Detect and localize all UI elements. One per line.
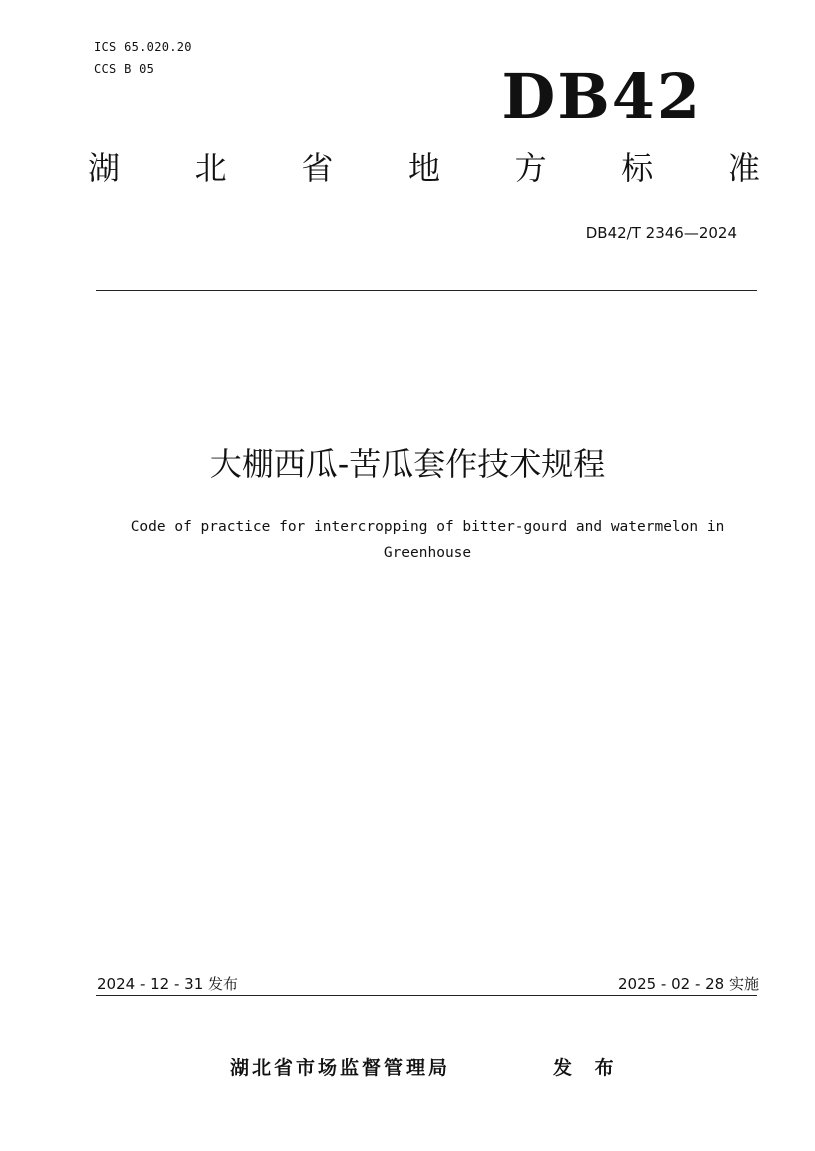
standard-type-char: 省: [301, 149, 334, 187]
standard-type-title: [88, 149, 760, 187]
standard-type-char: 北: [194, 149, 227, 187]
standard-type-char: 方: [514, 149, 547, 187]
top-divider: [96, 290, 757, 291]
standard-type-char: 地: [407, 149, 440, 187]
standard-type-char: 湖: [88, 149, 121, 187]
implementation-date: 2025 - 02 - 28 实施: [617, 975, 759, 993]
chinese-title: 大棚西瓜-苦瓜套作技术规程: [209, 445, 606, 483]
english-title: Code of practice for intercropping of bitter-gourd and watermelon in Greenhouse: [130, 519, 725, 561]
issuer-name: 湖北省市场监督管理局: [230, 1057, 451, 1079]
issue-word: 发 布: [553, 1057, 622, 1079]
bottom-divider: [96, 995, 757, 996]
standard-type-char: 标: [621, 149, 654, 187]
ccs-code: CCS B 05: [94, 62, 155, 76]
ics-code: ICS 65.020.20: [94, 40, 192, 54]
standard-code: DB42/T 2346—2024: [585, 224, 737, 242]
issue-date: 2024 - 12 - 31 发布: [97, 975, 239, 993]
standard-type-char: 准: [727, 149, 760, 187]
db42-logo: DB42: [501, 60, 702, 133]
